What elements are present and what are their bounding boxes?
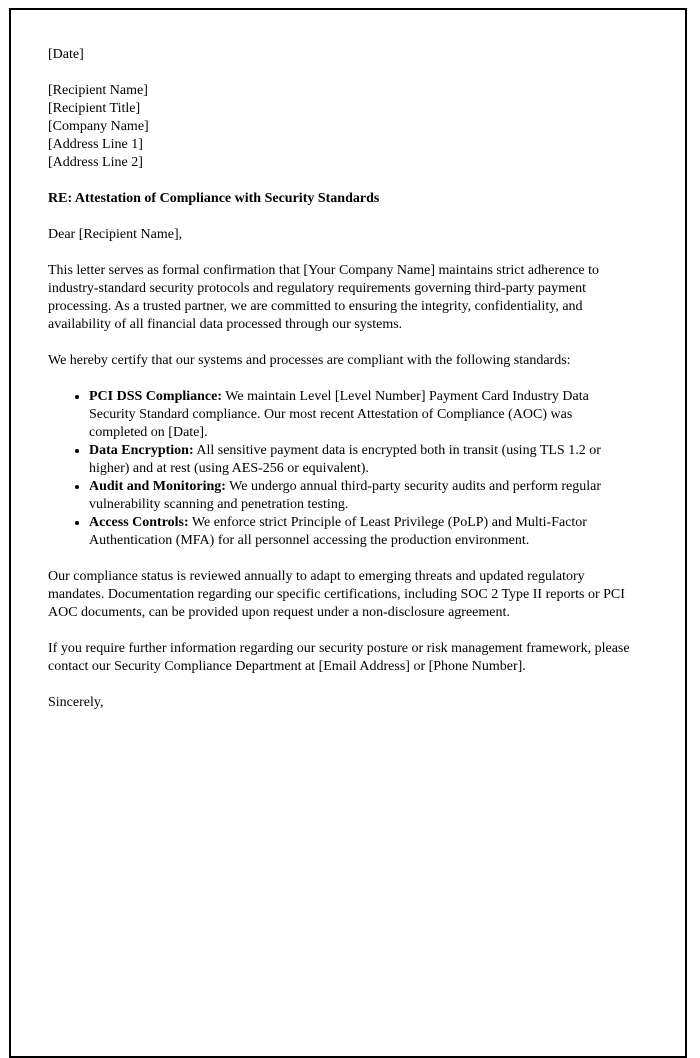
bullet-text: We maintain Level [Level Number] Payment Card Industry Data Security Standard compliance. Our most recent Attestation of Compliance (AOC) was completed on [Date]. bbox=[89, 389, 589, 440]
salutation: Dear [Recipient Name], bbox=[48, 227, 183, 242]
date-line: [Date] bbox=[48, 47, 84, 62]
bullet-item-pci-dss bbox=[89, 388, 633, 442]
bullet-item-access-controls bbox=[89, 514, 633, 550]
bullet-text: We undergo annual third-party security audits and perform regular vulnerability scanning and penetration testing. bbox=[89, 479, 601, 512]
bullet-text: All sensitive payment data is encrypted both in transit (using TLS 1.2 or higher) and at rest (using AES-256 or equivalent). bbox=[89, 443, 601, 476]
bullet-title: Audit and Monitoring: bbox=[89, 479, 226, 494]
address-line-2: [Address Line 2] bbox=[48, 155, 143, 170]
bullet-text: We enforce strict Principle of Least Privilege (PoLP) and Multi-Factor Authentication (MFA) for all personnel accessing the production environment. bbox=[89, 515, 587, 548]
bullet-title: Data Encryption: bbox=[89, 443, 194, 458]
letter-page bbox=[9, 8, 687, 1058]
contact-paragraph: If you require further information regarding our security posture or risk management framework, please contact our Security Compliance Department at [Email Address] or [Phone Number]. bbox=[48, 641, 630, 674]
recipient-name-line: [Recipient Name] bbox=[48, 83, 148, 98]
bullet-title: PCI DSS Compliance: bbox=[89, 389, 223, 404]
intro-paragraph: This letter serves as formal confirmation that [Your Company Name] maintains strict adherence to industry-standard security protocols and regulatory requirements governing third-party payment processing. As a trusted partner, we are committed to ensuring the integrity, confidentiality, and availability of all financial data processed through our systems. bbox=[48, 263, 600, 332]
bullet-item-audit-monitoring bbox=[89, 478, 633, 514]
address-line-1: [Address Line 1] bbox=[48, 137, 143, 152]
letter-content bbox=[11, 10, 685, 712]
recipient-title-line: [Recipient Title] bbox=[48, 101, 141, 116]
signoff-line: Sincerely, bbox=[48, 695, 104, 710]
compliance-bullet-list bbox=[48, 388, 633, 550]
certify-paragraph: We hereby certify that our systems and processes are compliant with the following standards: bbox=[48, 353, 571, 368]
bullet-item-data-encryption bbox=[89, 442, 633, 478]
recipient-address-block bbox=[48, 82, 633, 172]
company-name-line: [Company Name] bbox=[48, 119, 149, 134]
bullet-title: Access Controls: bbox=[89, 515, 189, 530]
subject-line: RE: Attestation of Compliance with Security Standards bbox=[48, 191, 380, 206]
review-paragraph: Our compliance status is reviewed annually to adapt to emerging threats and updated regulatory mandates. Documentation regarding our specific certifications, including SOC 2 Type II reports or PCI AOC documents, can be provided upon request under a non-disclosure agreement. bbox=[48, 569, 625, 620]
